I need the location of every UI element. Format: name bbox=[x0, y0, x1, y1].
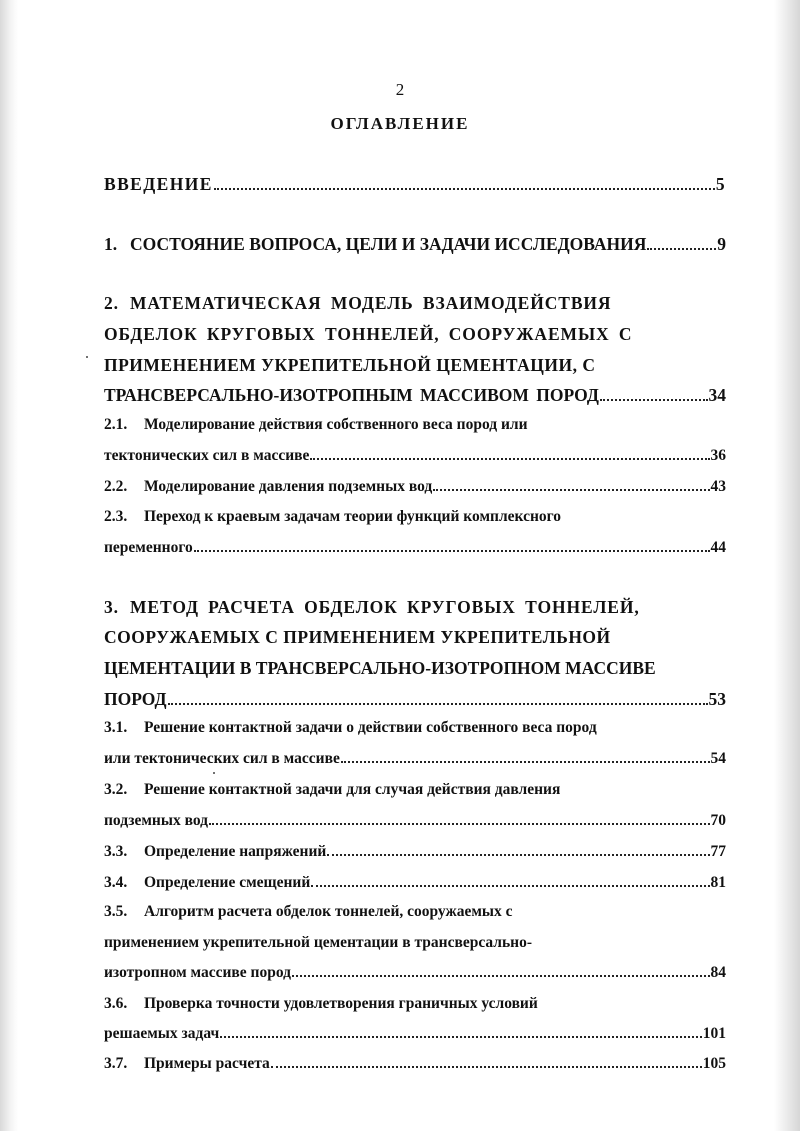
dot-leader bbox=[271, 1066, 702, 1068]
toc-page-number: 9 bbox=[717, 234, 726, 254]
dot-leader bbox=[327, 854, 709, 856]
toc-entry-section-3-6[interactable] bbox=[104, 995, 726, 1019]
page-number: 2 bbox=[395, 80, 405, 99]
dot-leader bbox=[341, 761, 710, 763]
toc-entry-section-3-1[interactable] bbox=[104, 719, 726, 743]
dot-leader bbox=[600, 399, 708, 401]
toc-entry-section-2-3-line bbox=[104, 539, 726, 563]
dot-leader bbox=[220, 1036, 702, 1038]
toc-entry-number: 3.4. bbox=[104, 874, 128, 891]
toc-entry-chapter-3-line bbox=[104, 689, 726, 713]
toc-page-number: 70 bbox=[710, 812, 726, 829]
toc-entry-section-3-4[interactable] bbox=[104, 874, 726, 898]
toc-entry-label: Проверка точности удовлетворения граничных условий bbox=[144, 995, 538, 1012]
toc-entry-number: 2. bbox=[104, 293, 119, 313]
toc-page-number: 84 bbox=[710, 964, 726, 981]
toc-entry-number: 3.5. bbox=[104, 903, 128, 920]
toc-entry-label: МАТЕМАТИЧЕСКАЯ МОДЕЛЬ ВЗАИМОДЕЙСТВИЯ bbox=[130, 293, 612, 313]
toc-entry-section-2-2[interactable] bbox=[104, 478, 726, 502]
dot-leader bbox=[209, 823, 710, 825]
toc-entry-label: Примеры расчета bbox=[144, 1055, 270, 1072]
dot-leader bbox=[292, 975, 710, 977]
toc-page-number: 101 bbox=[702, 1025, 726, 1042]
toc-entry-label-continued: СООРУЖАЕМЫХ С ПРИМЕНЕНИЕМ УКРЕПИТЕЛЬНОЙ bbox=[104, 627, 611, 647]
toc-entry-section-2-3[interactable] bbox=[104, 508, 726, 532]
toc-entry-label-continued: подземных вод bbox=[104, 812, 208, 829]
toc-entry-label: ВВЕДЕНИЕ bbox=[104, 174, 213, 194]
toc-entry-chapter-1[interactable] bbox=[104, 234, 726, 258]
toc-entry-label: Определение смещений bbox=[144, 874, 311, 891]
toc-entry-label-continued: ТРАНСВЕРСАЛЬНО-ИЗОТРОПНЫМ МАССИВОМ ПОРОД bbox=[104, 385, 599, 405]
scan-right-edge bbox=[774, 0, 800, 1131]
toc-entry-label: Переход к краевым задачам теории функций комплексного bbox=[144, 508, 562, 525]
toc-entry-label-continued: переменного bbox=[104, 539, 193, 556]
toc-entry-section-3-3[interactable] bbox=[104, 843, 726, 867]
toc-title: ОГЛАВЛЕНИЕ bbox=[330, 114, 470, 133]
toc-entry-number: 3.6. bbox=[104, 995, 128, 1012]
toc-entry-label-continued: ПРИМЕНЕНИЕМ УКРЕПИТЕЛЬНОЙ ЦЕМЕНТАЦИИ, С bbox=[104, 355, 596, 375]
toc-entry-number: 1. bbox=[104, 234, 118, 254]
toc-entry-section-3-1-line bbox=[104, 750, 726, 774]
dot-leader bbox=[214, 188, 715, 190]
toc-entry-introduction[interactable] bbox=[104, 174, 726, 198]
toc-entry-label-continued: ПОРОД bbox=[104, 689, 167, 709]
scan-speck bbox=[86, 356, 88, 358]
toc-entry-label: Моделирование давления подземных вод bbox=[144, 478, 433, 495]
toc-page-number: 44 bbox=[710, 539, 726, 556]
scan-left-edge bbox=[0, 0, 18, 1131]
toc-entry-label: Определение напряжений bbox=[144, 843, 327, 860]
dot-leader bbox=[310, 458, 709, 460]
toc-entry-section-3-2[interactable] bbox=[104, 781, 726, 805]
toc-entry-label-continued: ЦЕМЕНТАЦИИ В ТРАНСВЕРСАЛЬНО-ИЗОТРОПНОМ МАССИВЕ bbox=[104, 658, 656, 678]
toc-entry-chapter-2-line bbox=[104, 355, 726, 379]
toc-page-number: 105 bbox=[702, 1055, 726, 1072]
toc-entry-label-continued: ОБДЕЛОК КРУГОВЫХ ТОННЕЛЕЙ, СООРУЖАЕМЫХ С bbox=[104, 324, 633, 344]
toc-entry-section-3-5[interactable] bbox=[104, 903, 726, 927]
toc-page-number: 5 bbox=[715, 174, 726, 194]
toc-entry-number: 2.1. bbox=[104, 416, 128, 433]
toc-entry-section-2-1[interactable] bbox=[104, 416, 726, 440]
toc-entry-section-3-7[interactable] bbox=[104, 1055, 726, 1079]
toc-entry-label: МЕТОД РАСЧЕТА ОБДЕЛОК КРУГОВЫХ ТОННЕЛЕЙ, bbox=[130, 597, 640, 617]
toc-entry-chapter-2-line bbox=[104, 324, 726, 348]
toc-entry-label: Решение контактной задачи для случая действия давления bbox=[144, 781, 561, 798]
toc-entry-number: 3.2. bbox=[104, 781, 128, 798]
dot-leader bbox=[433, 489, 709, 491]
toc-entry-number: 3.3. bbox=[104, 843, 128, 860]
toc-entry-section-3-2-line bbox=[104, 812, 726, 836]
toc-entry-number: 3. bbox=[104, 597, 119, 617]
toc-entry-chapter-3-line bbox=[104, 627, 726, 651]
toc-entry-label: Решение контактной задачи о действии собственного веса пород bbox=[144, 719, 597, 736]
toc-entry-section-3-5-line bbox=[104, 934, 726, 958]
toc-entry-number: 3.7. bbox=[104, 1055, 128, 1072]
toc-entry-section-3-5-line bbox=[104, 964, 726, 988]
toc-entry-label-continued: решаемых задач bbox=[104, 1025, 220, 1042]
toc-entry-chapter-2[interactable] bbox=[104, 293, 726, 317]
toc-entry-chapter-2-line bbox=[104, 385, 726, 409]
dot-leader bbox=[194, 550, 710, 552]
toc-entry-label-continued: применением укрепительной цементации в трансверсально- bbox=[104, 934, 533, 951]
toc-entry-chapter-3[interactable] bbox=[104, 597, 726, 621]
toc-page-number: 53 bbox=[708, 689, 726, 709]
dot-leader bbox=[168, 703, 708, 705]
toc-entry-number: 3.1. bbox=[104, 719, 128, 736]
toc-entry-label-continued: или тектонических сил в массиве bbox=[104, 750, 340, 767]
toc-entry-label-continued: изотропном массиве пород bbox=[104, 964, 291, 981]
toc-entry-chapter-3-line bbox=[104, 658, 726, 682]
toc-entry-number: 2.3. bbox=[104, 508, 128, 525]
toc-entry-number: 2.2. bbox=[104, 478, 128, 495]
toc-entry-label: СОСТОЯНИЕ ВОПРОСА, ЦЕЛИ И ЗАДАЧИ ИССЛЕДОВАНИЯ bbox=[130, 234, 647, 254]
toc-entry-label-continued: тектонических сил в массиве bbox=[104, 447, 310, 464]
toc-page-number: 43 bbox=[710, 478, 726, 495]
toc-entry-label: Моделирование действия собственного веса пород или bbox=[144, 416, 528, 433]
toc-page-number: 54 bbox=[710, 750, 726, 767]
toc-page-number: 34 bbox=[708, 385, 726, 405]
toc-entry-section-2-1-line bbox=[104, 447, 726, 471]
toc-entry-label: Алгоритм расчета обделок тоннелей, сооружаемых с bbox=[144, 903, 513, 920]
toc-entry-section-3-6-line bbox=[104, 1025, 726, 1049]
dot-leader bbox=[647, 248, 716, 250]
toc-page-number: 81 bbox=[710, 874, 726, 891]
dot-leader bbox=[311, 885, 709, 887]
toc-page-number: 36 bbox=[710, 447, 726, 464]
toc-page-number: 77 bbox=[710, 843, 726, 860]
